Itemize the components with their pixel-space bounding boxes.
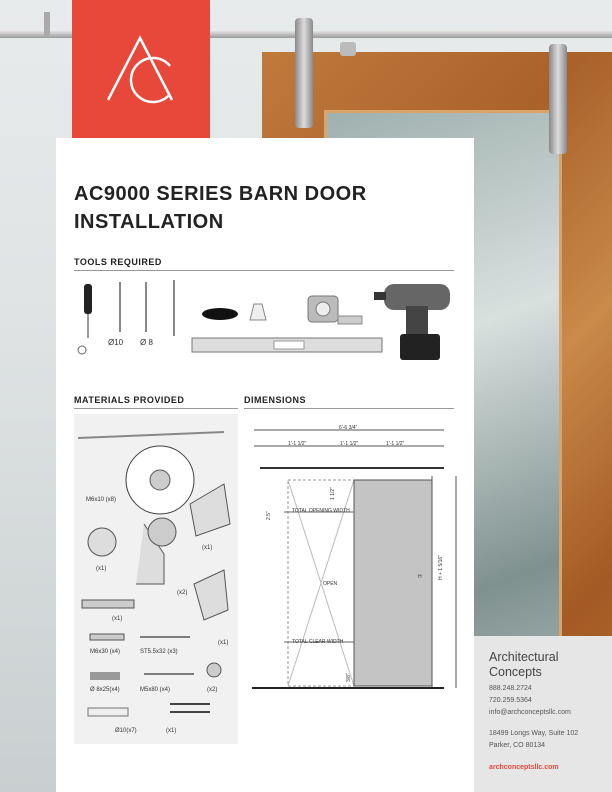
x1-label-a: (x1) <box>96 566 107 572</box>
drill-bit-icon <box>120 280 174 336</box>
dim-top: 6'-6 3/4" <box>339 425 358 431</box>
x1-label-e: (x1) <box>166 728 177 734</box>
power-drill-icon <box>374 284 450 360</box>
drill-bit-10-label: Ø10 <box>108 338 124 347</box>
x1-label-c: (x1) <box>112 616 123 622</box>
brand-logo <box>72 0 210 138</box>
materials-panel <box>74 414 238 744</box>
square-tool-icon <box>308 296 362 324</box>
company-line-2: Concepts <box>489 665 542 679</box>
page-title <box>74 180 374 236</box>
rail-bracket <box>340 42 356 56</box>
materials-heading: MATERIALS PROVIDED <box>74 395 185 405</box>
dim-seg2: 1'-1 1/2" <box>340 441 359 447</box>
m5x80-label: M5x80 (x4) <box>140 687 171 693</box>
m6x10-label: M6x10 (x8) <box>86 497 117 503</box>
title-line-1: AC9000 SERIES BARN DOOR <box>74 183 367 205</box>
tape-measure-icon <box>202 304 266 320</box>
dim-bottom: 3/8" <box>346 673 352 682</box>
address-line-2: Parker, CO 80134 <box>489 742 546 749</box>
company-name <box>489 650 558 680</box>
tools-illustration <box>74 276 454 372</box>
door-hanger-right <box>549 44 567 154</box>
tools-heading: TOOLS REQUIRED <box>74 257 162 267</box>
dim-opening-width: TOTAL OPENING WIDTH <box>292 508 350 514</box>
drill-bit-8-label: Ø 8 <box>140 338 153 347</box>
dim-open: OPEN <box>323 581 338 587</box>
st55x32-label: ST5.5x32 (x3) <box>140 649 178 655</box>
materials-rule <box>74 408 238 409</box>
dim-seg1: 1'-1 1/2" <box>288 441 307 447</box>
email-link[interactable]: info@archconceptsllc.com <box>489 709 571 716</box>
door-hanger-left <box>295 18 313 128</box>
dim-height: H + 1 5/16" <box>438 555 444 580</box>
dimensions-drawing <box>244 416 470 696</box>
x1-label-b: (x1) <box>202 545 213 551</box>
level-icon <box>192 338 382 352</box>
dim-left: 2.5" <box>266 511 272 520</box>
d10-label: Ø10(x7) <box>115 728 137 734</box>
x2-label-b: (x2) <box>207 687 218 693</box>
tools-rule <box>74 270 454 271</box>
materials-illustration <box>74 414 238 744</box>
dim-side: 1 1/2" <box>330 487 336 500</box>
dim-seg3: 1'-1 1/2" <box>386 441 405 447</box>
dim-h: H <box>418 574 422 580</box>
phone-1: 888.248.2724 <box>489 685 532 692</box>
m6x30-label: M6x30 (x4) <box>90 649 121 655</box>
dimensions-heading: DIMENSIONS <box>244 395 307 405</box>
phone-2: 720.259.5364 <box>489 697 532 704</box>
x2-label: (x2) <box>177 590 188 596</box>
rail-end-stop <box>44 12 50 36</box>
website-link[interactable]: archconceptsllc.com <box>489 764 559 771</box>
screwdriver-icon <box>78 284 92 354</box>
company-line-1: Architectural <box>489 650 559 664</box>
dim-clear-width: TOTAL CLEAR WIDTH <box>292 639 344 645</box>
d8x25-label: Ø 8x25(x4) <box>90 687 120 693</box>
x1-label-d: (x1) <box>218 640 229 646</box>
dimensions-rule <box>244 408 454 409</box>
address-line-1: 18499 Longs Way, Suite 102 <box>489 730 579 737</box>
title-line-2: INSTALLATION <box>74 211 224 233</box>
